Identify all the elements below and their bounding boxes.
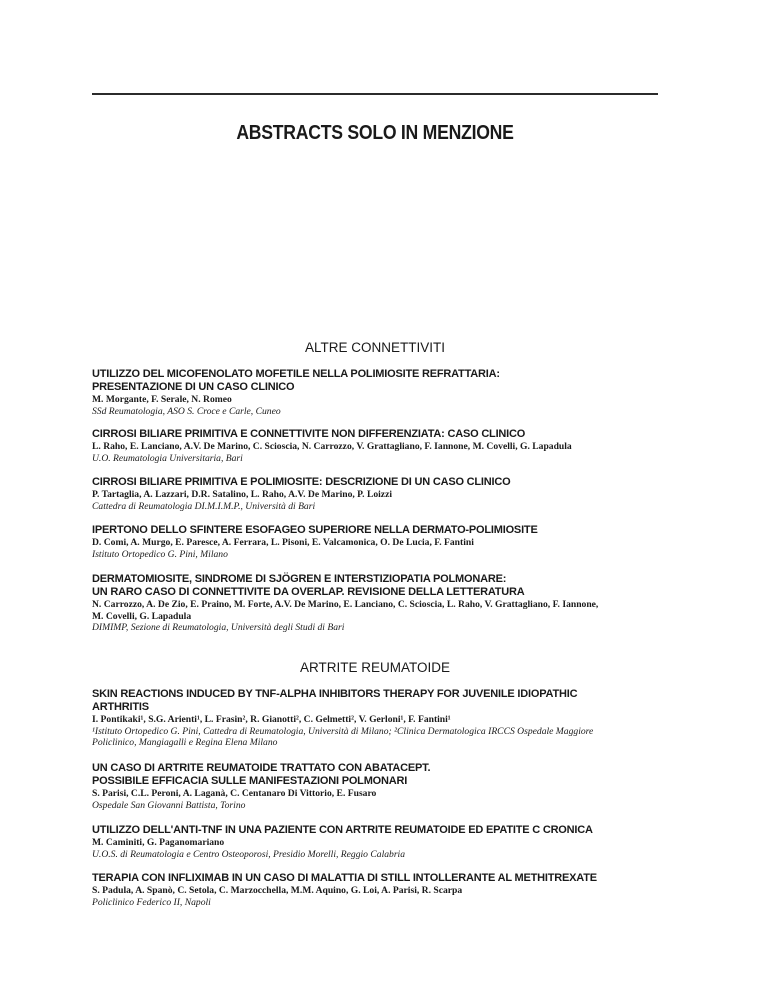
abstract-title: UN CASO DI ARTRITE REUMATOIDE TRATTATO CON ABATACEPT. POSSIBILE EFFICACIA SULLE MANIFESTAZIONI POLMONARI (92, 762, 431, 787)
abstract-authors: D. Comi, A. Murgo, E. Paresce, A. Ferrara, L. Pisoni, E. Valcamonica, O. De Lucia, F. Fantini (92, 537, 474, 548)
section-heading-artrite-reumatoide: ARTRITE REUMATOIDE (299, 660, 451, 675)
abstract-authors: S. Padula, A. Spanò, C. Setola, C. Marzocchella, M.M. Aquino, G. Loi, A. Parisi, R. Scarpa (92, 885, 463, 896)
abstract-title: SKIN REACTIONS INDUCED BY TNF-ALPHA INHIBITORS THERAPY FOR JUVENILE IDIOPATHIC ARTHRITIS (92, 688, 578, 713)
abstract-item (92, 368, 658, 417)
abstract-affiliation: SSd Reumatologia, ASO S. Croce e Carle, Cuneo (92, 405, 281, 417)
abstract-affiliation: Cattedra di Reumatologia DI.M.I.M.P., Università di Bari (92, 500, 316, 512)
abstract-title: CIRROSI BILIARE PRIMITIVA E POLIMIOSITE: DESCRIZIONE DI UN CASO CLINICO (92, 476, 511, 488)
abstract-authors: M. Caminiti, G. Paganomariano (92, 837, 225, 848)
abstract-title: UTILIZZO DELL'ANTI-TNF IN UNA PAZIENTE CON ARTRITE REUMATOIDE ED EPATITE C CRONICA (92, 824, 593, 836)
abstract-affiliation: Policlinico Federico II, Napoli (92, 896, 211, 908)
abstract-authors: L. Raho, E. Lanciano, A.V. De Marino, C. Scioscia, N. Carrozzo, V. Grattagliano, F. Iannone, M. Covelli, G. Lapadula (92, 441, 572, 452)
abstract-title: CIRROSI BILIARE PRIMITIVA E CONNETTIVITE NON DIFFERENZIATA: CASO CLINICO (92, 428, 526, 440)
abstract-item (92, 762, 658, 811)
abstract-item (92, 428, 658, 464)
abstract-title: TERAPIA CON INFLIXIMAB IN UN CASO DI MALATTIA DI STILL INTOLLERANTE AL METHITREXATE (92, 872, 597, 884)
abstract-item (92, 688, 658, 749)
abstract-authors: M. Morgante, F. Serale, N. Romeo (92, 394, 232, 405)
abstract-authors: I. Pontikaki¹, S.G. Arienti¹, L. Frasin², R. Gianotti², C. Gelmetti², V. Gerloni¹, F. Fantini¹ (92, 714, 451, 725)
abstract-affiliation: U.O.S. di Reumatologia e Centro Osteoporosi, Presidio Morelli, Reggio Calabria (92, 848, 406, 860)
abstract-affiliation: ¹Istituto Ortopedico G. Pini, Cattedra di Reumatologia, Università di Milano; ²Clinica Dermatologica IRCCS Ospedale Maggiore Policlinico, Mangiagalli e Regina Elena Milano (92, 725, 594, 748)
abstract-affiliation: Istituto Ortopedico G. Pini, Milano (92, 548, 228, 560)
top-rule (92, 93, 658, 95)
abstract-affiliation: DIMIMP, Sezione di Reumatologia, Università degli Studi di Bari (92, 622, 345, 633)
abstract-authors: P. Tartaglia, A. Lazzari, D.R. Satalino, L. Raho, A.V. De Marino, P. Loizzi (92, 489, 392, 500)
abstract-title: DERMATOMIOSITE, SINDROME DI SJÖGREN E INTERSTIZIOPATIA POLMONARE: UN RARO CASO DI CONNETTIVITE DA OVERLAP. REVISIONE DELLA LETTERATURA (92, 573, 525, 598)
abstract-affiliation: Ospedale San Giovanni Battista, Torino (92, 799, 246, 811)
abstract-item (92, 524, 658, 560)
abstract-item (92, 872, 658, 908)
abstract-item (92, 476, 658, 512)
abstract-item (92, 824, 658, 860)
abstract-affiliation: U.O. Reumatologia Universitaria, Bari (92, 452, 243, 464)
abstract-authors: S. Parisi, C.L. Peroni, A. Laganà, C. Centanaro Di Vittorio, E. Fusaro (92, 788, 377, 799)
abstract-title: UTILIZZO DEL MICOFENOLATO MOFETILE NELLA POLIMIOSITE REFRATTARIA: PRESENTAZIONE DI UN CASO CLINICO (92, 368, 500, 393)
page-title: ABSTRACTS SOLO IN MENZIONE (236, 121, 514, 144)
abstract-item (92, 573, 658, 634)
abstract-title: IPERTONO DELLO SFINTERE ESOFAGEO SUPERIORE NELLA DERMATO-POLIMIOSITE (92, 524, 538, 536)
section-heading-altre-connettiviti: ALTRE CONNETTIVITI (304, 340, 445, 355)
abstract-authors: N. Carrozzo, A. De Zio, E. Praino, M. Forte, A.V. De Marino, E. Lanciano, C. Scioscia, L. Raho, V. Grattagliano, F. Iannone, M. Covelli, G. Lapadula (92, 599, 599, 622)
